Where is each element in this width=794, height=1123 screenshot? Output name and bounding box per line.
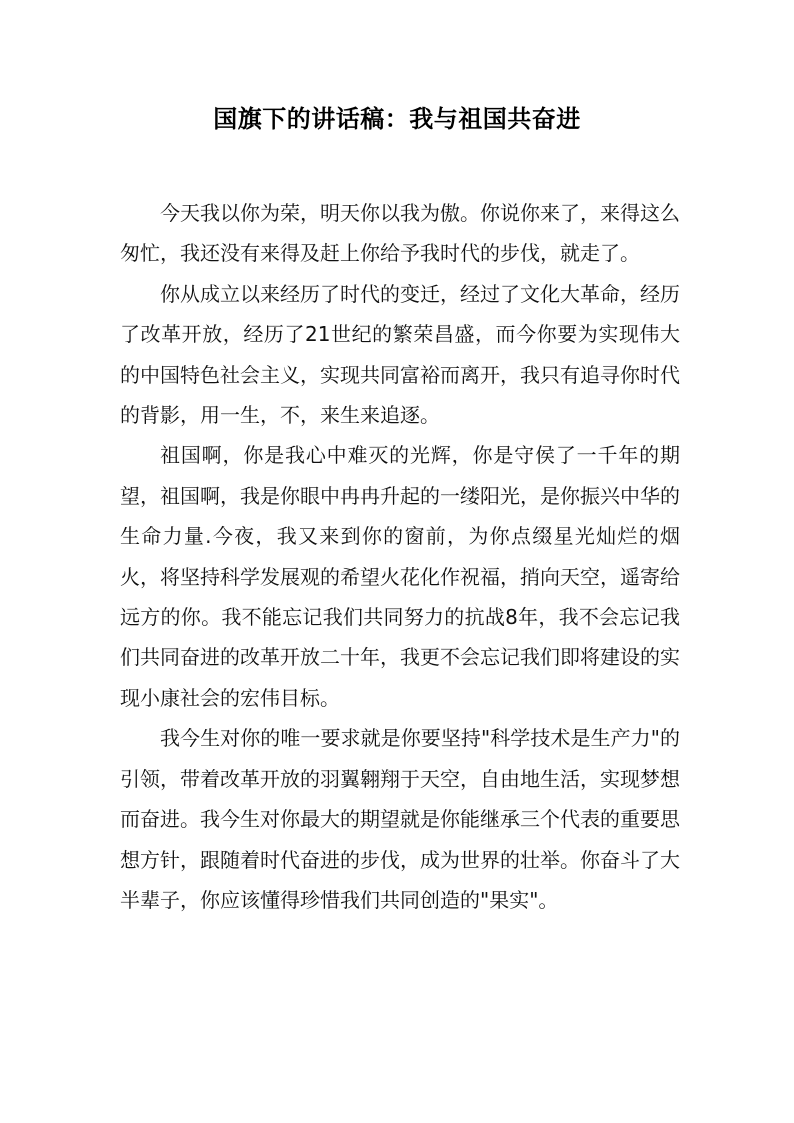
paragraph-2: 你从成立以来经历了时代的变迁，经过了文化大革命，经历了改革开放，经历了21世纪的繁荣昌盛，而今你要为实现伟大的中国特色社会主义，实现共同富裕而离开，我只有追寻你时代的背影，用一生，不，来生来追逐。	[120, 281, 680, 428]
speech-body	[120, 193, 680, 920]
page-title: 国旗下的讲话稿：我与祖国共奋进	[213, 105, 581, 133]
paragraph-4: 我今生对你的唯一要求就是你要坚持"科学技术是生产力"的引领，带着改革开放的羽翼翱翔于天空，自由地生活，实现梦想而奋进。我今生对你最大的期望就是你能继承三个代表的重要思想方针，跟随着时代奋进的步伐，成为世界的壮举。你奋斗了大半辈子，你应该懂得珍惜我们共同创造的"果实"。	[120, 726, 680, 912]
paragraph-3: 祖国啊，你是我心中难灭的光辉，你是守侯了一千年的期望，祖国啊，我是你眼中冉冉升起的一缕阳光，是你振兴中华的生命力量.今夜，我又来到你的窗前，为你点缀星光灿烂的烟火，将坚持科学发展观的希望火花化作祝福，捎向天空，遥寄给远方的你。我不能忘记我们共同努力的抗战8年，我不会忘记我们共同奋进的改革开放二十年，我更不会忘记我们即将建设的实现小康社会的宏伟目标。	[120, 443, 680, 710]
paragraph-1: 今天我以你为荣，明天你以我为傲。你说你来了，来得这么匆忙，我还没有来得及赶上你给予我时代的步伐，就走了。	[120, 201, 680, 266]
